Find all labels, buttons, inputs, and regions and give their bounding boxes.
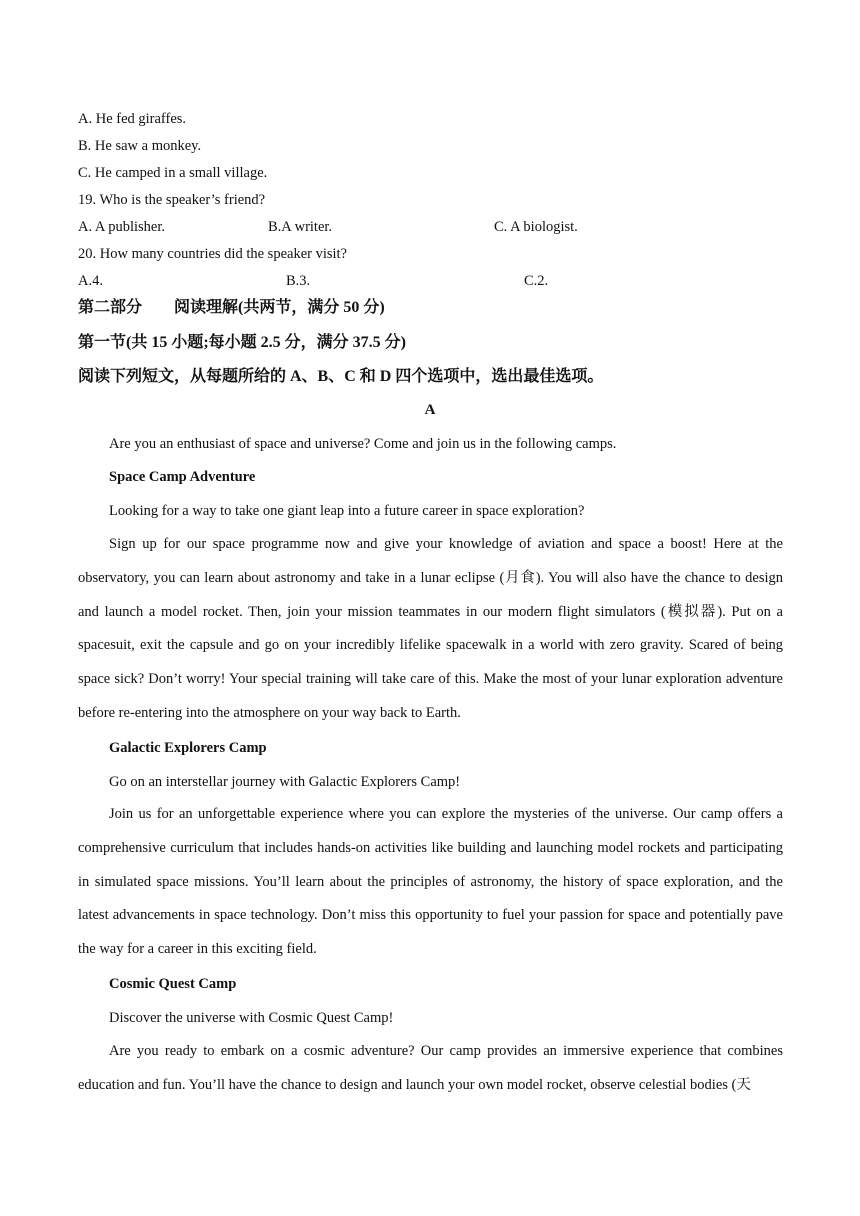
- q19-question: 19. Who is the speaker’s friend?: [78, 192, 266, 208]
- q18-option-b: B. He saw a monkey.: [78, 138, 202, 154]
- camp1-body: Sign up for our space programme now and give your knowledge of aviation and space a boost! Here at the observatory, you can learn about astronomy and take in a lunar eclipse (月食). You will also have the chance to design and launch a model rocket. Then, join your mission teammates in our modern flight simulators (模拟器). Put on a spacesuit, exit the capsule and go on your incredibly lifelike spacewalk in a world with zero gravity. Scared of being space sick? Don’t worry! Your special training will take care of this. Make the most of your lunar exploration adventure before re-entering into the atmosphere on your way back to Earth.: [78, 536, 783, 721]
- camp3-title: Cosmic Quest Camp: [109, 976, 237, 992]
- camp3-body: Are you ready to embark on a cosmic adventure? Our camp provides an immersive experience that combines education and fun. You’ll have the chance to design and launch your own model rocket, observe celestial bodies (天: [78, 1043, 783, 1093]
- section1-heading: 第一节(共 15 小题;每小题 2.5 分，满分 37.5 分): [78, 334, 406, 351]
- q19-option-c: C. A biologist.: [494, 219, 578, 235]
- camp2-lead: Go on an interstellar journey with Galactic Explorers Camp!: [109, 774, 461, 790]
- q19-option-a: A. A publisher.: [78, 219, 166, 235]
- q20-option-b: B.3.: [286, 273, 311, 289]
- camp2-body: Join us for an unforgettable experience where you can explore the mysteries of the universe. Our camp offers a comprehensive curriculum that includes hands-on activities like building and launching model rockets and participating in simulated space missions. You’ll learn about the principles of astronomy, the history of space exploration, and the latest advancements in space technology. Don’t miss this opportunity to fuel your passion for space and potentially pave the way for a career in this exciting field.: [78, 806, 783, 958]
- part2-heading: 第二部分 阅读理解(共两节，满分 50 分): [78, 299, 385, 316]
- q20-question: 20. How many countries did the speaker visit?: [78, 246, 347, 262]
- reading-instruction: 阅读下列短文，从每题所给的 A、B、C 和 D 四个选项中，选出最佳选项。: [78, 368, 604, 385]
- q18-option-a: A. He fed giraffes.: [78, 111, 187, 127]
- camp1-title: Space Camp Adventure: [109, 469, 256, 485]
- camp3-lead: Discover the universe with Cosmic Quest Camp!: [109, 1010, 394, 1026]
- passage-intro: Are you an enthusiast of space and universe? Come and join us in the following camps.: [109, 436, 617, 452]
- q18-option-c: C. He camped in a small village.: [78, 165, 268, 181]
- camp2-title: Galactic Explorers Camp: [109, 740, 267, 756]
- camp1-lead: Looking for a way to take one giant leap into a future career in space exploration?: [109, 503, 585, 519]
- q20-option-a: A.4.: [78, 273, 103, 289]
- q19-option-b: B.A writer.: [268, 219, 333, 235]
- q20-option-c: C.2.: [524, 273, 549, 289]
- passage-label: A: [424, 402, 436, 418]
